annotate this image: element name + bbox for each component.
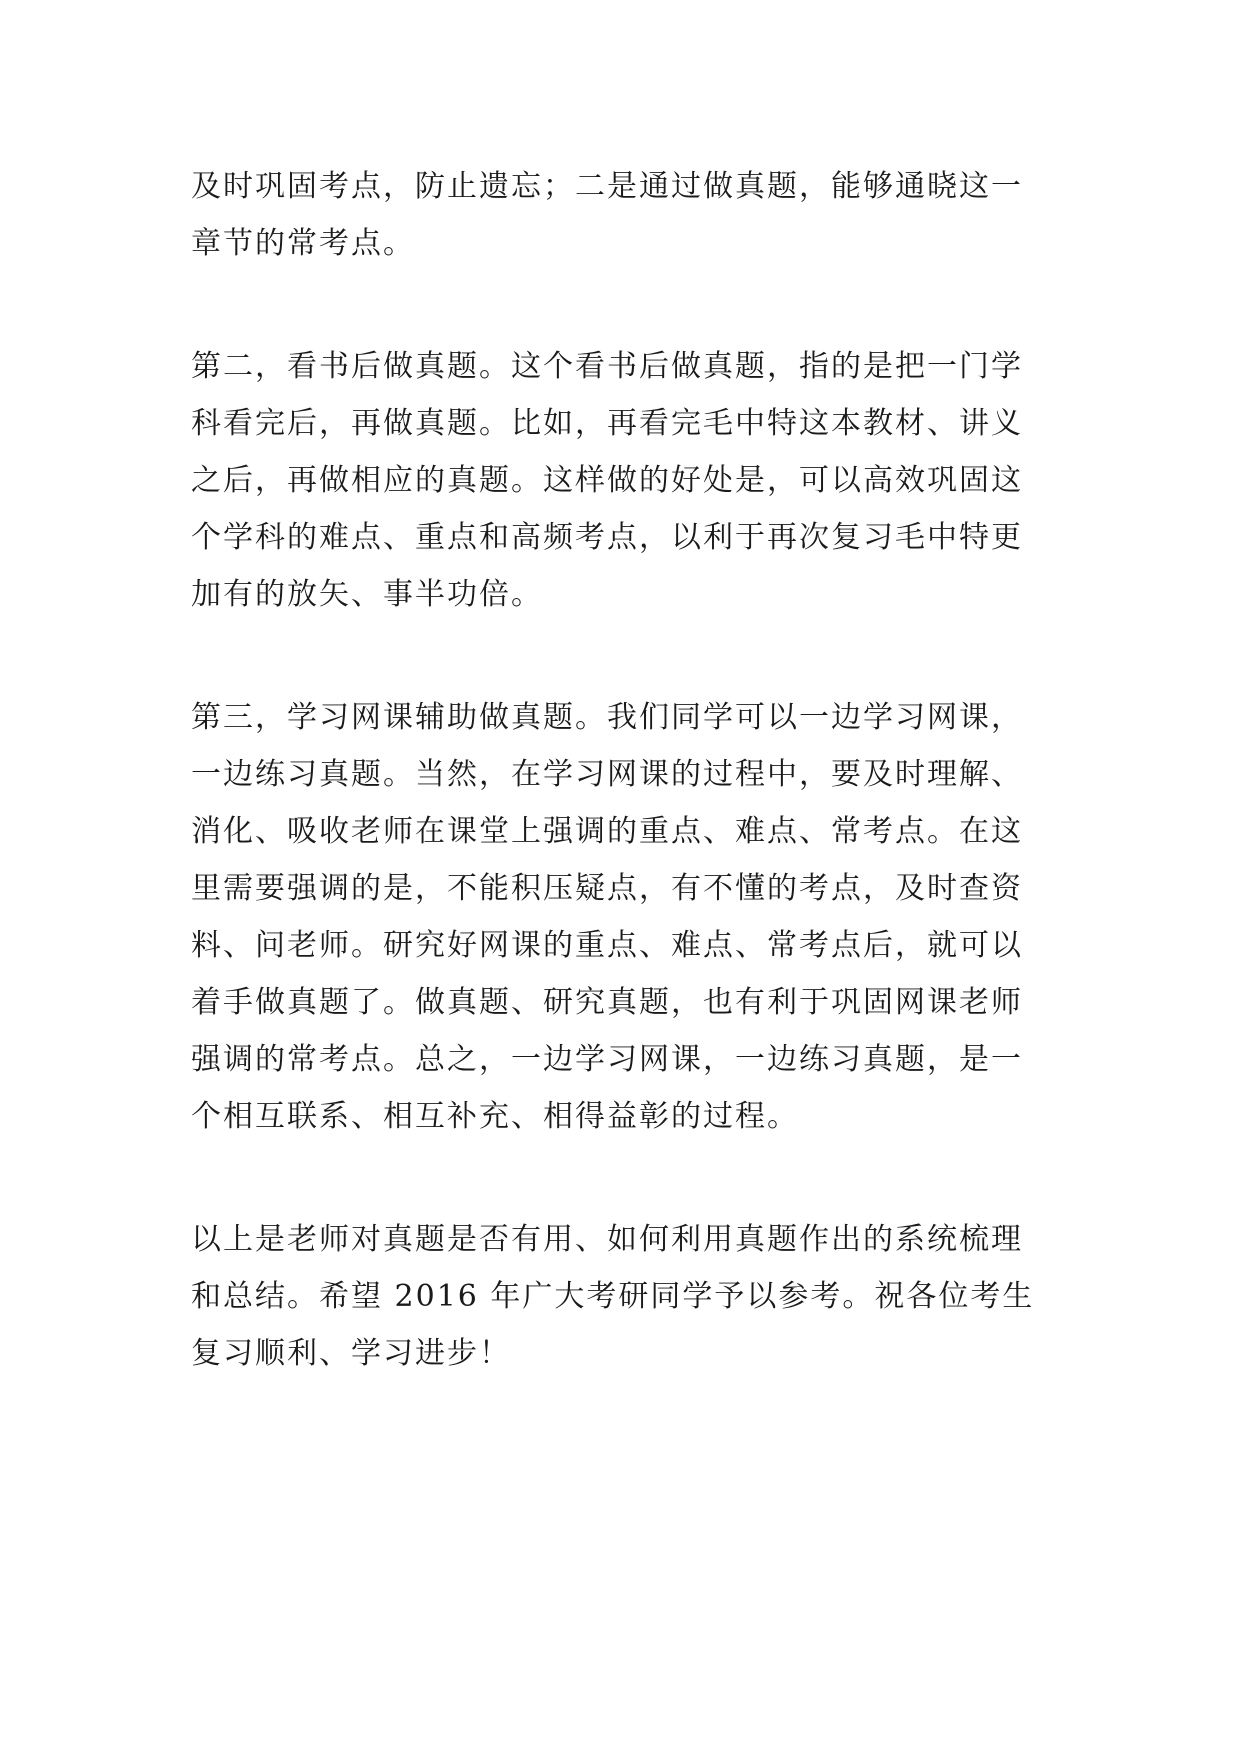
text-line: 复习顺利、学习进步！ xyxy=(191,1336,511,1371)
text-line: 章节的常考点。 xyxy=(191,226,415,261)
text-line: 强调的常考点。总之，一边学习网课，一边练习真题，是一 xyxy=(191,1042,1023,1077)
text-line: 料、问老师。研究好网课的重点、难点、常考点后，就可以 xyxy=(191,928,1023,963)
text-line: 科看完后，再做真题。比如，再看完毛中特这本教材、讲义 xyxy=(191,406,1023,441)
paragraph-conclusion xyxy=(191,1211,1071,1382)
text-line: 一边练习真题。当然，在学习网课的过程中，要及时理解、 xyxy=(191,757,1023,792)
text-line: 加有的放矢、事半功倍。 xyxy=(191,577,543,612)
text-line: 里需要强调的是，不能积压疑点，有不懂的考点，及时查资 xyxy=(191,871,1023,906)
text-line: 之后，再做相应的真题。这样做的好处是，可以高效巩固这 xyxy=(191,463,1023,498)
text-line: 和总结。希望 2016 年广大考研同学予以参考。祝各位考生 xyxy=(191,1279,1035,1314)
paragraph-second-method xyxy=(191,338,1071,623)
text-line: 以上是老师对真题是否有用、如何利用真题作出的系统梳理 xyxy=(191,1222,1023,1257)
text-line: 第二，看书后做真题。这个看书后做真题，指的是把一门学 xyxy=(191,349,1023,384)
text-line: 及时巩固考点，防止遗忘；二是通过做真题，能够通晓这一 xyxy=(191,169,1023,204)
text-line: 消化、吸收老师在课堂上强调的重点、难点、常考点。在这 xyxy=(191,814,1023,849)
text-line: 着手做真题了。做真题、研究真题，也有利于巩固网课老师 xyxy=(191,985,1023,1020)
text-line: 第三，学习网课辅助做真题。我们同学可以一边学习网课， xyxy=(191,700,1023,735)
text-line: 个相互联系、相互补充、相得益彰的过程。 xyxy=(191,1099,799,1134)
document-body xyxy=(191,158,1071,1448)
text-line: 个学科的难点、重点和高频考点，以利于再次复习毛中特更 xyxy=(191,520,1023,555)
paragraph-consolidate xyxy=(191,158,1071,272)
paragraph-third-method xyxy=(191,689,1071,1145)
